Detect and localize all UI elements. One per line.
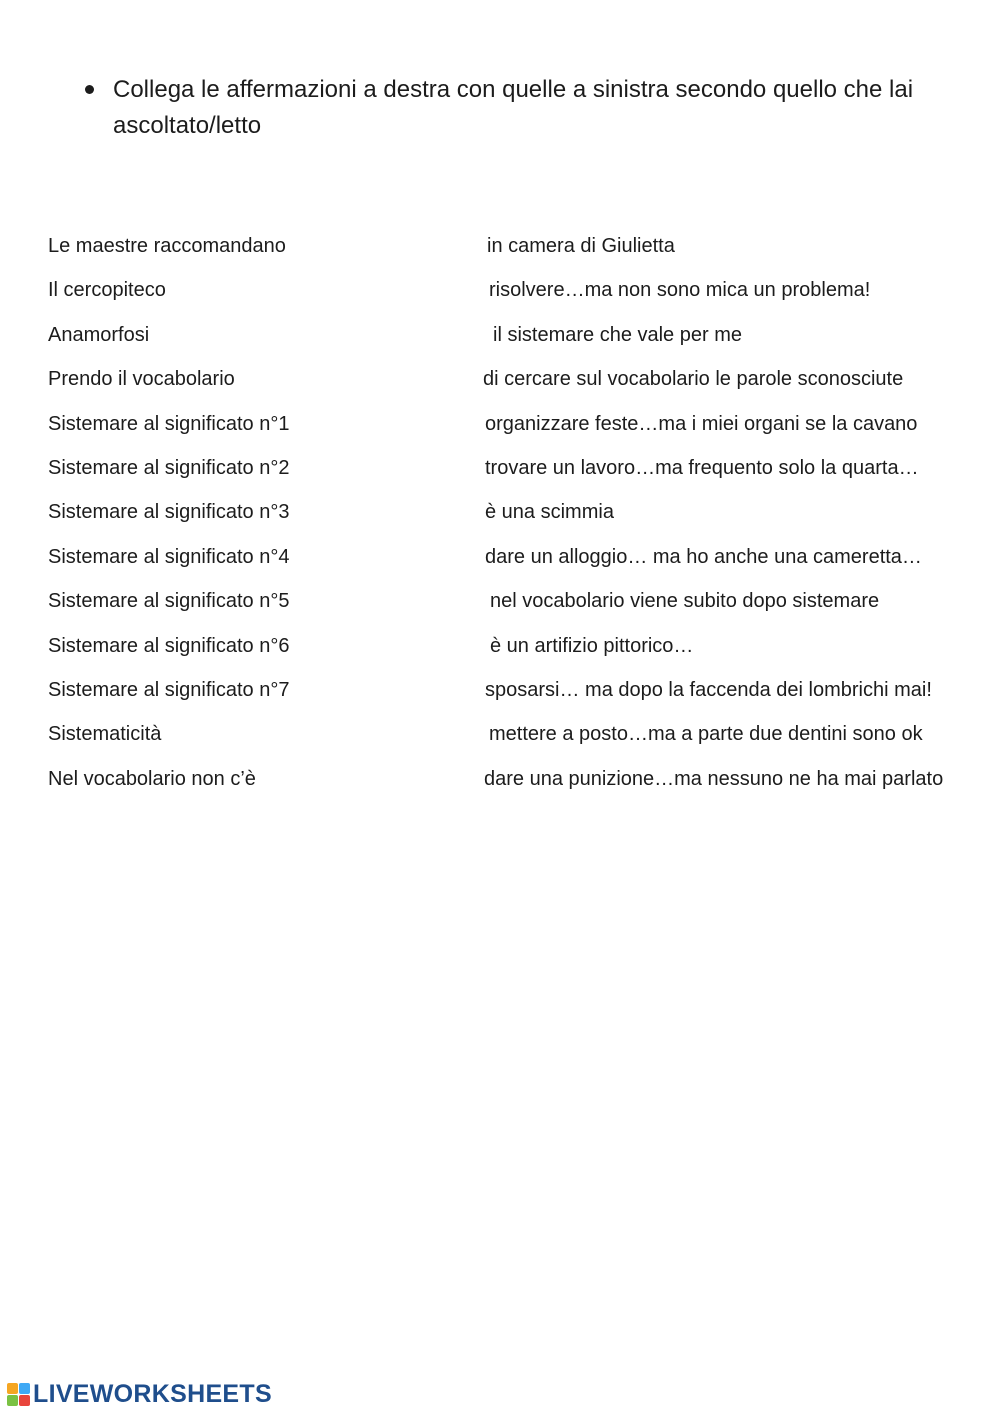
right-item-3: il sistemare che vale per me (493, 323, 742, 346)
logo-square-3 (7, 1395, 18, 1406)
left-item-9: Sistemare al significato n°5 (48, 590, 290, 613)
right-item-9: nel vocabolario viene subito dopo sistemare (490, 590, 880, 613)
logo-square-1 (7, 1383, 18, 1394)
left-item-8: Sistemare al significato n°4 (48, 545, 290, 568)
left-item-12: Sistematicità (48, 723, 162, 746)
right-column (483, 232, 993, 809)
left-item-11: Sistemare al significato n°7 (48, 678, 290, 701)
logo-square-4 (19, 1395, 30, 1406)
instruction-text: Collega le affermazioni a destra con quelle a sinistra secondo quello che lai ascoltato/letto (113, 76, 914, 139)
left-item-10: Sistemare al significato n°6 (48, 634, 290, 657)
right-item-7: è una scimmia (485, 501, 614, 524)
right-item-4: di cercare sul vocabolario le parole sconosciute (483, 368, 904, 391)
right-item-1: in camera di Giulietta (487, 235, 675, 257)
left-item-5: Sistemare al significato n°1 (48, 412, 290, 435)
left-item-7: Sistemare al significato n°3 (48, 501, 290, 524)
right-item-10: è un artifizio pittorico… (490, 634, 694, 657)
right-item-6: trovare un lavoro…ma frequento solo la quarta… (485, 456, 919, 479)
left-item-1: Le maestre raccomandano (48, 235, 286, 257)
logo-square-2 (19, 1383, 30, 1394)
left-item-13: Nel vocabolario non c’è (48, 767, 256, 790)
instruction (82, 72, 962, 144)
liveworksheets-logo[interactable] (7, 1381, 272, 1407)
left-item-3: Anamorfosi (48, 323, 150, 346)
left-item-4: Prendo il vocabolario (48, 368, 235, 391)
left-item-2: Il cercopiteco (48, 279, 166, 302)
left-item-6: Sistemare al significato n°2 (48, 456, 290, 479)
right-item-13: dare una punizione…ma nessuno ne ha mai parlato (484, 767, 944, 790)
right-item-12: mettere a posto…ma a parte due dentini sono ok (489, 723, 923, 746)
right-item-8: dare un alloggio… ma ho anche una cameretta… (485, 545, 922, 568)
right-item-2: risolvere…ma non sono mica un problema! (489, 279, 871, 302)
bullet-icon (85, 85, 94, 94)
logo-mark-icon (7, 1383, 30, 1406)
right-item-11: sposarsi… ma dopo la faccenda dei lombrichi mai! (485, 678, 932, 701)
left-column (48, 232, 468, 809)
logo-text: LIVEWORKSHEETS (33, 1380, 272, 1408)
right-item-5: organizzare feste…ma i miei organi se la cavano (485, 412, 918, 435)
